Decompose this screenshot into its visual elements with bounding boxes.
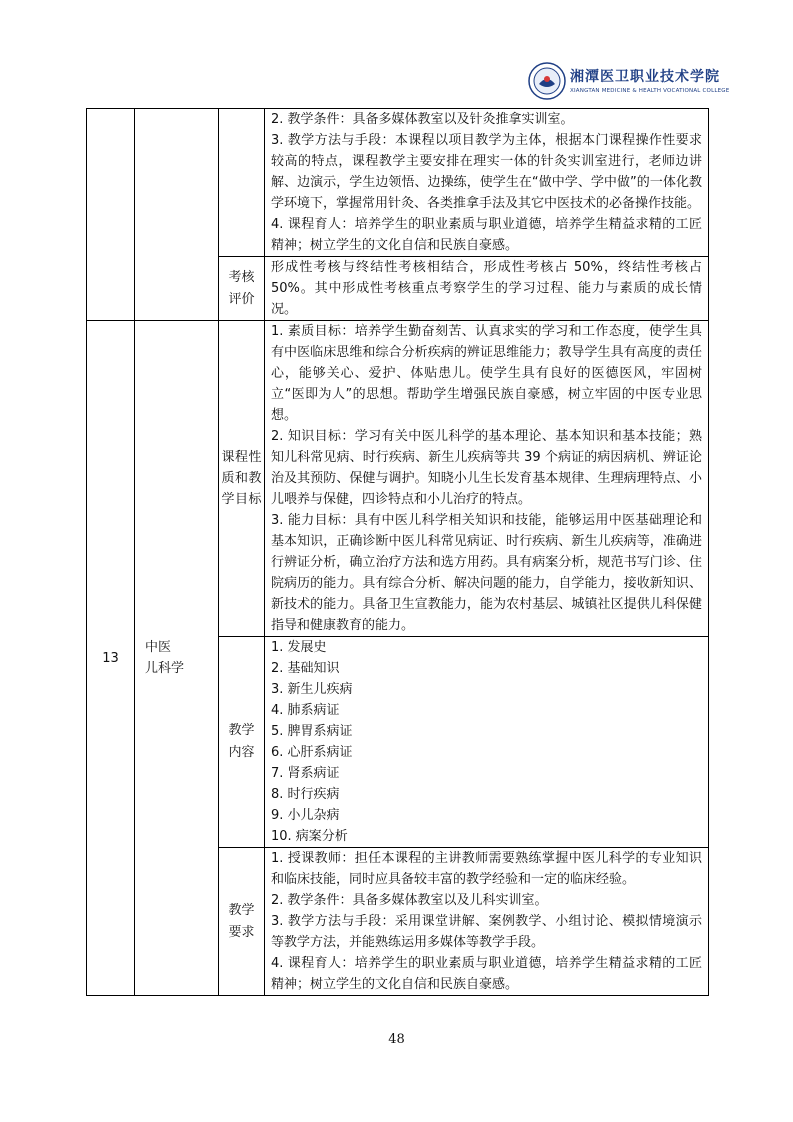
table-row bbox=[87, 321, 709, 637]
list-item: 1. 发展史 bbox=[271, 640, 327, 655]
course-name-line: 中医 bbox=[145, 640, 172, 655]
paragraph: 1. 授课教师：担任本课程的主讲教师需要熟练掌握中医儿科学的专业知识和临床技能，同时应具备较丰富的教学经验和一定的临床经验。 bbox=[271, 851, 702, 887]
goals-label: 课程性质和教学目标 bbox=[221, 450, 262, 507]
paragraph: 2. 知识目标：学习有关中医儿科学的基本理论、基本知识和基本技能；熟知儿科常见病、时行疾病、新生儿疾病等共 39 个病证的病因病机、辨证论治及其预防、保健与调护。知晓小儿生长发育基本规律、生理病理特点、小儿喂养与保健，四诊特点和小儿治疗的特点。 bbox=[271, 429, 702, 507]
course-name-cell bbox=[135, 321, 219, 996]
paragraph: 4. 课程育人：培养学生的职业素质与职业道德，培养学生精益求精的工匠精神；树立学生的文化自信和民族自豪感。 bbox=[271, 956, 702, 992]
assessment-label-cell bbox=[219, 257, 265, 321]
list-item: 7. 肾系病证 bbox=[271, 766, 340, 781]
paragraph: 2. 教学条件：具备多媒体教室以及针灸推拿实训室。 bbox=[271, 112, 574, 127]
course-name-line: 儿科学 bbox=[145, 661, 185, 676]
list-item: 8. 时行疾病 bbox=[271, 787, 340, 802]
list-item: 2. 基础知识 bbox=[271, 661, 340, 676]
course-number: 13 bbox=[87, 321, 135, 996]
list-item: 5. 脾胃系病证 bbox=[271, 724, 353, 739]
goals-cell bbox=[265, 321, 709, 637]
goals-label-cell bbox=[219, 321, 265, 637]
list-item: 9. 小儿杂病 bbox=[271, 808, 340, 823]
requirements-label: 教学要求 bbox=[228, 902, 255, 940]
content-label: 教学内容 bbox=[228, 723, 255, 760]
college-emblem-icon bbox=[528, 62, 566, 100]
teaching-requirements-continued bbox=[265, 109, 709, 257]
paragraph: 3. 教学方法与手段：采用课堂讲解、案例教学、小组讨论、模拟情境演示等教学方法，并能熟练运用多媒体等教学手段。 bbox=[271, 914, 702, 950]
curriculum-table bbox=[86, 108, 709, 996]
college-logo bbox=[528, 62, 730, 106]
list-item: 3. 新生儿疾病 bbox=[271, 682, 353, 697]
paragraph: 2. 教学条件：具备多媒体教室以及儿科实训室。 bbox=[271, 893, 548, 908]
content-cell bbox=[265, 637, 709, 848]
paragraph: 3. 教学方法与手段：本课程以项目教学为主体，根据本门课程操作性要求较高的特点，课程教学主要安排在理实一体的针灸实训室进行，老师边讲解、边演示，学生边领悟、边操练，使学生在“做中学、学中做”的一体化教学环境下，掌握常用针灸、各类推拿手法及其它中医技术的必备操作技能。 bbox=[271, 133, 702, 211]
table-row bbox=[87, 109, 709, 257]
empty-label-cell bbox=[219, 109, 265, 257]
requirements-label-cell bbox=[219, 848, 265, 996]
school-name-cn: 湘潭医卫职业技术学院 bbox=[570, 69, 720, 85]
assessment-label: 考核评价 bbox=[228, 269, 255, 307]
page-number: 48 bbox=[388, 1032, 405, 1047]
paragraph: 3. 能力目标：具有中医儿科学相关知识和技能，能够运用中医基础理论和基本知识，正确诊断中医儿科常见病证、时行疾病、新生儿疾病等，准确进行辨证分析，确立治疗方法和选方用药。具有病案分析，规范书写门诊、住院病历的能力。具有综合分析、解决问题的能力，自学能力，接收新知识、新技术的能力。具备卫生宣教能力，能为农村基层、城镇社区提供儿科保健指导和健康教育的能力。 bbox=[271, 513, 702, 633]
content-label-cell bbox=[219, 637, 265, 848]
list-item: 4. 肺系病证 bbox=[271, 703, 340, 718]
requirements-cell bbox=[265, 848, 709, 996]
list-item: 10. 病案分析 bbox=[271, 829, 348, 844]
empty-number-cell bbox=[87, 109, 135, 321]
paragraph: 4. 课程育人：培养学生的职业素质与职业道德，培养学生精益求精的工匠精神；树立学生的文化自信和民族自豪感。 bbox=[271, 217, 702, 253]
empty-course-cell bbox=[135, 109, 219, 321]
assessment-text: 形成性考核与终结性考核相结合，形成性考核占 50%，终结性考核占 50%。其中形成性考核重点考察学生的学习过程、能力与素质的成长情况。 bbox=[271, 260, 702, 317]
list-item: 6. 心肝系病证 bbox=[271, 745, 353, 760]
assessment-cell bbox=[265, 257, 709, 321]
school-name-en: XIANGTAN MEDICINE & HEALTH VOCATIONAL COLLEGE bbox=[570, 88, 730, 94]
paragraph: 1. 素质目标：培养学生勤奋刻苦、认真求实的学习和工作态度，使学生具有中医临床思维和综合分析疾病的辨证思维能力；教导学生具有高度的责任心，能够关心、爱护、体贴患儿。使学生具有良好的医德医风，牢固树立“医即为人”的思想。帮助学生增强民族自豪感，树立牢固的中医专业思想。 bbox=[271, 324, 702, 423]
